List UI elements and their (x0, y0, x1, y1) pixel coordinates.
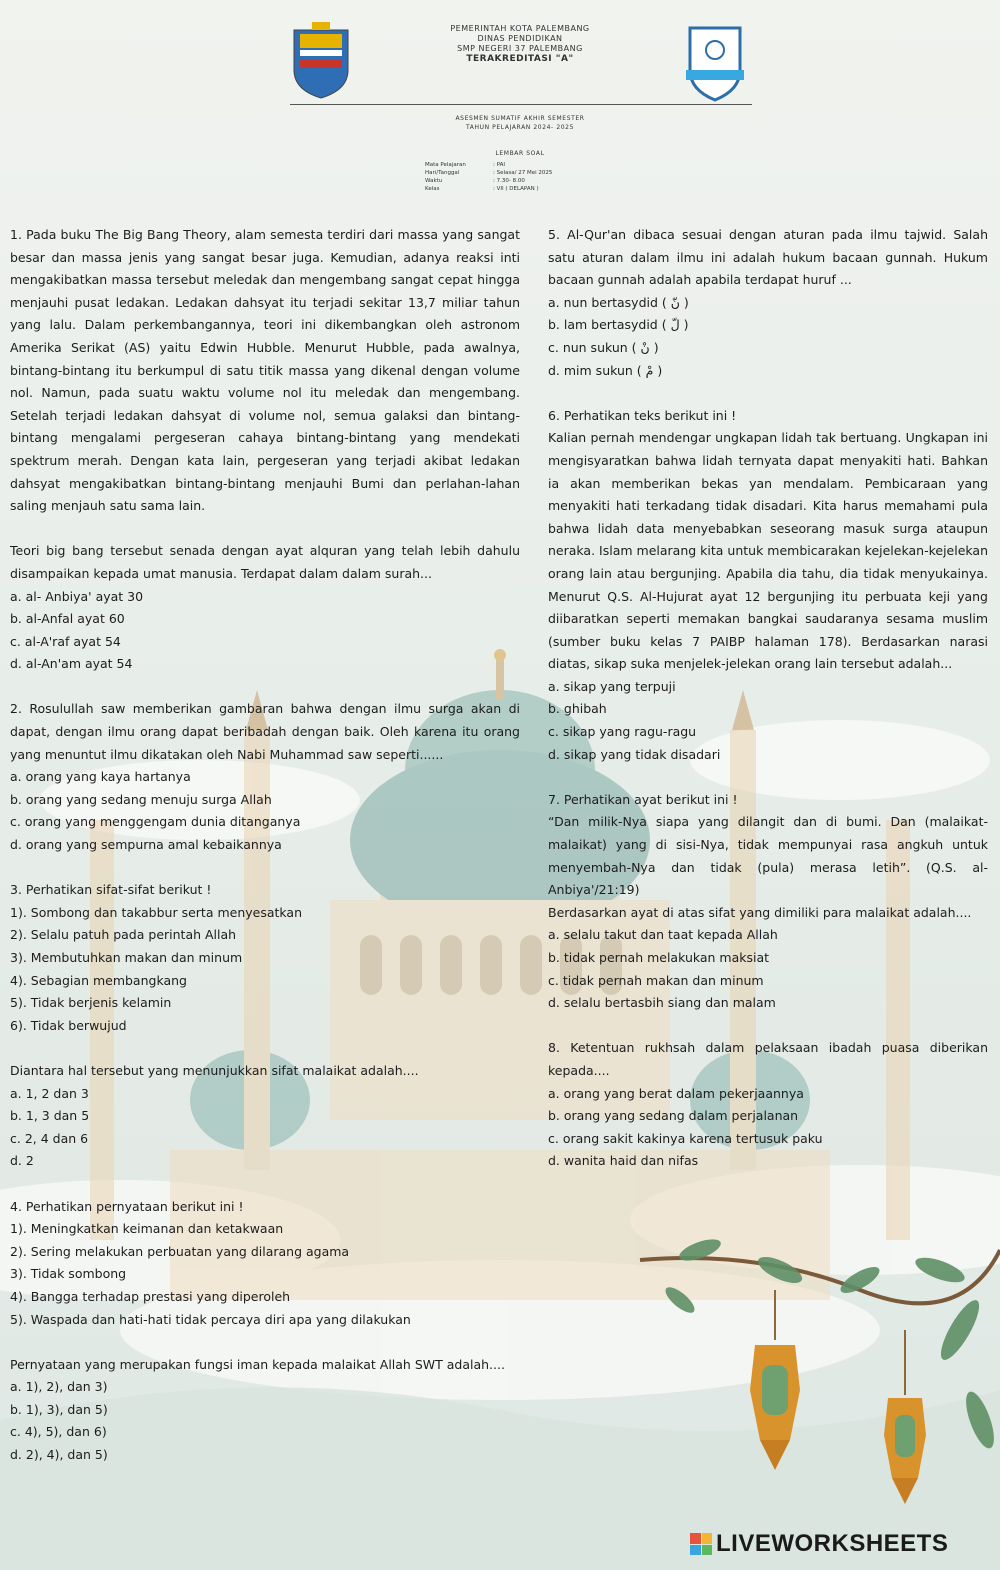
statement-item: 4). Sebagian membangkang (10, 972, 187, 988)
question-intro: 4. Perhatikan pernyataan berikut ini ! (10, 1198, 244, 1214)
sheet-title: LEMBAR SOAL (495, 150, 545, 157)
question-8 (548, 1037, 988, 1173)
letterhead (0, 0, 1000, 200)
option-a[interactable]: a. selalu takut dan taat kepada Allah (548, 927, 778, 943)
watermark-text: LIVEWORKSHEETS (716, 1530, 949, 1557)
statement-item: 1). Sombong dan takabbur serta menyesatkan (10, 904, 303, 920)
option-a[interactable]: a. 1, 2 dan 3 (10, 1085, 89, 1101)
question-text: Berdasarkan ayat di atas sifat yang dimiliki para malaikat adalah.... (548, 904, 972, 920)
option-b[interactable]: b. al-Anfal ayat 60 (10, 611, 125, 627)
email-line (360, 71, 680, 78)
school-badge-logo (684, 24, 746, 102)
option-d[interactable]: d. sikap yang tidak disadari (548, 746, 721, 762)
statement-item: 2). Sering melakukan perbuatan yang dilarang agama (10, 1243, 350, 1259)
question-intro: 7. Perhatikan ayat berikut ini ! (548, 791, 738, 807)
liveworksheets-watermark (690, 1530, 948, 1558)
option-a[interactable]: a. orang yang berat dalam pekerjaannya (548, 1085, 804, 1101)
meta-value: : Selasa/ 27 Mei 2025 (493, 170, 553, 176)
question-intro: 6. Perhatikan teks berikut ini ! (548, 407, 737, 423)
statement-item: 4). Bangga terhadap prestasi yang diperoleh (10, 1288, 291, 1304)
option-b[interactable]: b. orang yang sedang dalam perjalanan (548, 1108, 799, 1124)
question-text: 1. Pada buku The Big Bang Theory, alam semesta terdiri dari massa yang sangat besar dan massa jenis yang sangat besar juga. Kemudian, adanya reaksi inti mengakibatkan massa tersebut meledak dan mengembang sangat cepat hingga menjauhi pusat ledakan. Ledakan dahsyat itu terjadi sekitar 13,7 miliar tahun yang lalu. Dalam perkembangannya, teori ini dikembangkan oleh astronom Amerika Serikat (AS) yaitu Edwin Hubble. Menurut Hubble, pada awalnya, bintang-bintang itu berkumpul di satu titik massa yang dikenal dengan volume nol. Namun, pada suatu waktu volume nol itu meledak dan mengembang. Setelah terjadi ledakan dahsyat di volume nol, semua galaksi dan bintang-bintang mengalami pergeseran cahaya bintang-bintang yang mendekati spektrum merah. Dengan kata lain, pergeseran yang terjadi akibat ledakan dahsyat mengakibatkan bintang-bintang menjauhi Bumi dan perlahan-lahan saling menjauh satu sama lain. (10, 227, 520, 514)
question-2 (10, 698, 520, 856)
question-text: Pernyataan yang merupakan fungsi iman kepada malaikat Allah SWT adalah.... (10, 1356, 505, 1372)
option-c[interactable]: c. orang sakit kakinya karena tertusuk paku (548, 1130, 823, 1146)
option-b[interactable]: b. ghibah (548, 701, 607, 717)
header-rule (290, 104, 752, 105)
meta-value: : VII ( DELAPAN ) (493, 186, 539, 192)
header-line-3: SMP NEGERI 37 PALEMBANG (457, 44, 583, 53)
statement-item: 2). Selalu patuh pada perintah Allah (10, 927, 237, 943)
option-a[interactable]: a. al- Anbiya' ayat 30 (10, 588, 144, 604)
option-b[interactable]: b. 1), 3), dan 5) (10, 1401, 108, 1417)
option-d[interactable]: d. 2 (10, 1153, 34, 1169)
statement-item: 5). Tidak berjenis kelamin (10, 995, 172, 1011)
option-b[interactable]: b. lam bertasydid ( لّ ) (548, 317, 689, 333)
question-text: Diantara hal tersebut yang menunjukkan sifat malaikat adalah.... (10, 1062, 419, 1078)
question-4 (10, 1196, 520, 1467)
option-d[interactable]: d. 2), 4), dan 5) (10, 1447, 108, 1463)
meta-value: : PAI (493, 162, 505, 168)
reading-passage: Kalian pernah mendengar ungkapan lidah tak bertuang. Ungkapan ini mengisyaratkan bahwa lidah ternyata dapat menyakiti hati. Bahkan ia akan memberikan bekas yan mendalam. Pembicaraan yang menyakiti hati terkadang tidak disadari. Kita harus memahami pula bahwa lidah data menyebabkan seseorang masuk surga ataupun neraka. Islam melarang kita untuk membicarakan kejelekan-kejelekan orang lain atau bergunjing. Apabila dia tahu, dia tidak menyukainya. Menurut Q.S. Al-Hujurat ayat 12 bergunjing itu perbuata keji yang diibaratkan seperti memakan bangkai saudaranya sesama muslim (sumber buku kelas 7 PAIBP halaman 178). Berdasarkan narasi diatas, sikap suka menjelek-jelekan orang lain tersebut adalah... (548, 430, 988, 672)
option-a[interactable]: a. sikap yang terpuji (548, 678, 676, 694)
exam-year: TAHUN PELAJARAN 2024- 2025 (465, 124, 574, 131)
question-5 (548, 224, 988, 382)
option-c[interactable]: c. tidak pernah makan dan minum (548, 972, 764, 988)
option-b[interactable]: b. 1, 3 dan 5 (10, 1108, 90, 1124)
option-d[interactable]: d. mim sukun ( مْ ) (548, 362, 663, 378)
statement-item: 3). Membutuhkan makan dan minum (10, 950, 243, 965)
statement-item: 1). Meningkatkan keimanan dan ketakwaan (10, 1221, 284, 1237)
option-a[interactable]: a. nun bertasydid ( نّ ) (548, 294, 689, 310)
option-b[interactable]: b. tidak pernah melakukan maksiat (548, 950, 770, 965)
left-column (10, 224, 520, 1467)
statement-item: 5). Waspada dan hati-hati tidak percaya diri apa yang dilakukan (10, 1311, 411, 1327)
meta-label: Kelas (425, 186, 440, 192)
question-3 (10, 879, 520, 1173)
statement-item: 3). Tidak sombong (10, 1266, 127, 1282)
question-intro: 3. Perhatikan sifat-sifat berikut ! (10, 882, 212, 898)
city-emblem-logo (290, 20, 352, 100)
option-d[interactable]: d. selalu bertasbih siang dan malam (548, 995, 776, 1011)
option-a[interactable]: a. orang yang kaya hartanya (10, 769, 191, 785)
header-line-2: DINAS PENDIDIKAN (477, 34, 563, 43)
accreditation: TERAKREDITASI "A" (466, 54, 574, 64)
option-c[interactable]: c. sikap yang ragu-ragu (548, 724, 697, 740)
verse-quote: “Dan milik-Nya siapa yang dilangit dan di bumi. Dan (malaikat-malaikat) yang di sisi-Nya, tidak mempunyai rasa angkuh untuk menyembah-Nya dan tidak (pula) merasa letih”. (Q.S. al-Anbiya'/21:19) (548, 814, 988, 898)
right-column (548, 224, 988, 1173)
liveworksheets-logo-icon (690, 1533, 712, 1555)
question-6 (548, 405, 988, 767)
header-line-1: PEMERINTAH KOTA PALEMBANG (450, 24, 590, 33)
option-c[interactable]: c. orang yang menggengam dunia ditanganya (10, 814, 301, 830)
meta-label: Waktu (425, 178, 443, 184)
statement-item: 6). Tidak berwujud (10, 1017, 127, 1033)
address-line (360, 64, 680, 71)
meta-value: : 7.30- 8.00 (493, 178, 525, 184)
question-1 (10, 224, 520, 676)
option-c[interactable]: c. 4), 5), dan 6) (10, 1424, 107, 1440)
question-text: 2. Rosulullah saw memberikan gambaran bahwa dengan ilmu surga akan di dapat, dengan ilmu orang dapat beribadah dengan baik. Oleh karena itu orang yang menuntut ilmu dikatakan oleh Nabi Muhammad saw seperti...... (10, 701, 520, 762)
question-7 (548, 789, 988, 1015)
option-d[interactable]: d. al-An'am ayat 54 (10, 656, 133, 672)
option-c[interactable]: c. al-A'raf ayat 54 (10, 633, 121, 649)
exam-title: ASESMEN SUMATIF AKHIR SEMESTER (455, 115, 585, 122)
option-b[interactable]: b. orang yang sedang menuju surga Allah (10, 791, 272, 807)
option-d[interactable]: d. wanita haid dan nifas (548, 1153, 699, 1169)
option-d[interactable]: d. orang yang sempurna amal kebaikannya (10, 837, 282, 853)
meta-label: Hari/Tanggal (425, 170, 460, 176)
question-text: 5. Al-Qur'an dibaca sesuai dengan aturan pada ilmu tajwid. Salah satu aturan dalam ilmu ini adalah hukum bacaan gunnah. Hukum bacaan gunnah adalah apabila terdapat huruf ... (548, 227, 988, 288)
option-a[interactable]: a. 1), 2), dan 3) (10, 1379, 108, 1395)
question-text: Teori big bang tersebut senada dengan ayat alquran yang telah lebih dahulu disampaikan kepada umat manusia. Terdapat dalam dalam surah... (10, 543, 520, 581)
option-c[interactable]: c. nun sukun ( نْ ) (548, 339, 659, 355)
option-c[interactable]: c. 2, 4 dan 6 (10, 1130, 89, 1146)
meta-label: Mata Pelajaran (425, 162, 466, 168)
exam-meta (425, 161, 552, 193)
question-text: 8. Ketentuan rukhsah dalam pelaksaan ibadah puasa diberikan kepada.... (548, 1040, 988, 1078)
